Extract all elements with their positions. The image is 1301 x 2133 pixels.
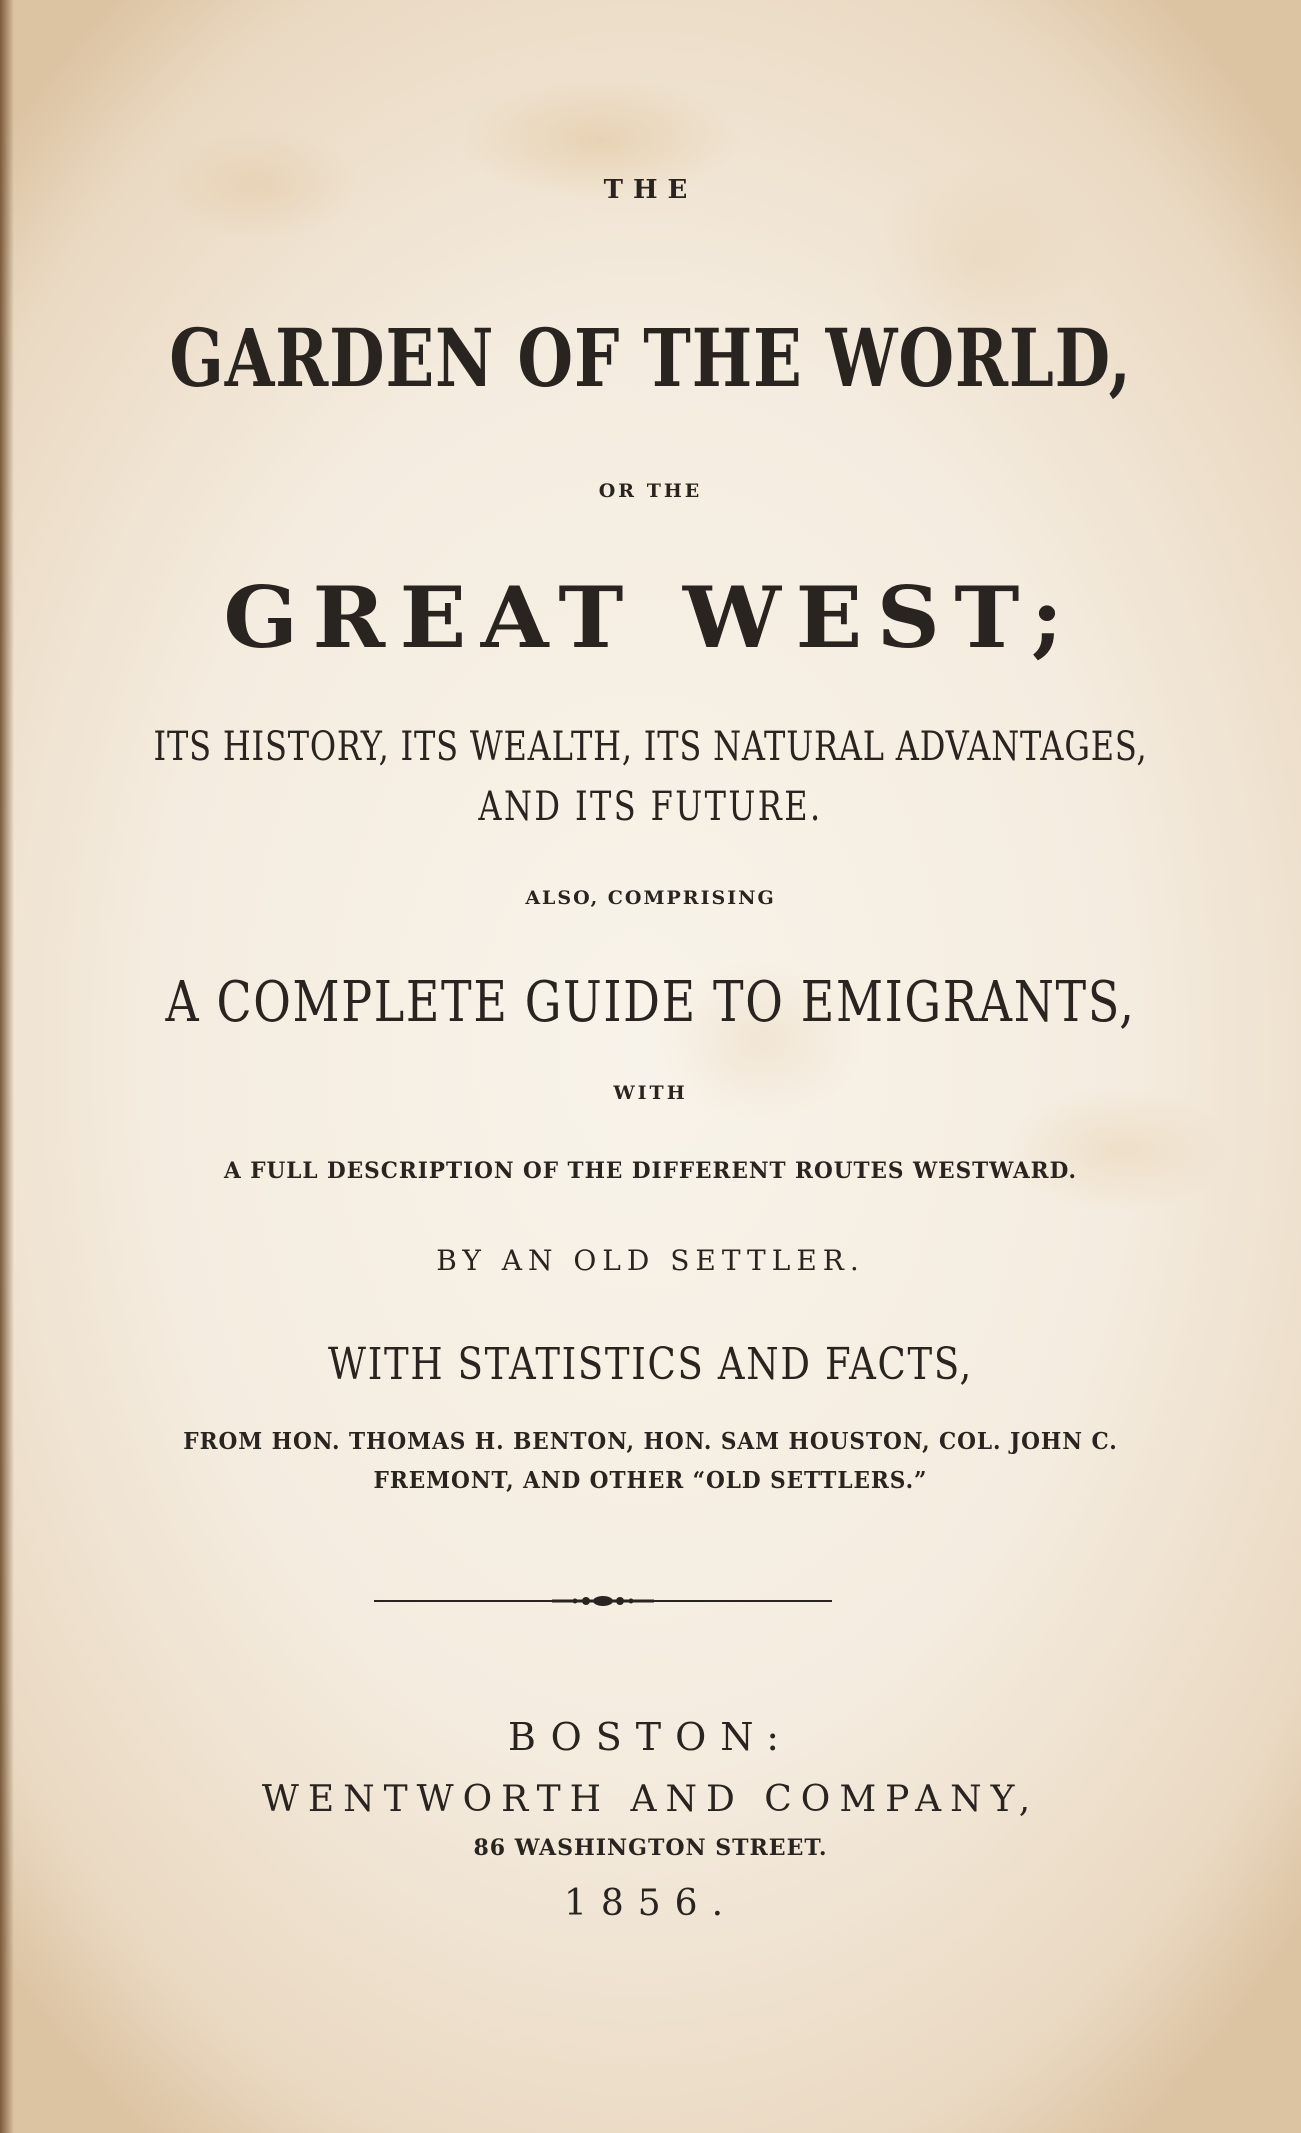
main-title: GARDEN OF THE WORLD, [169, 311, 1132, 405]
subtitle-line-2: AND ITS FUTURE. [478, 784, 823, 830]
sources-line-1: FROM HON. THOMAS H. BENTON, HON. SAM HOUSTON, COL. JOHN C. [183, 1428, 1118, 1455]
author-line: BY AN OLD SETTLER. [436, 1244, 865, 1277]
guide-title: A COMPLETE GUIDE TO EMIGRANTS, [165, 970, 1136, 1035]
imprint-city: BOSTON: [507, 1715, 793, 1759]
imprint-year: 1856. [563, 1883, 738, 1924]
imprint-address: 86 WASHINGTON STREET. [473, 1835, 828, 1861]
title-connector: OR THE [598, 480, 703, 502]
sources-line-2: FREMONT, AND OTHER “OLD SETTLERS.” [373, 1467, 928, 1494]
imprint-publisher: WENTWORTH AND COMPANY, [261, 1779, 1040, 1820]
statistics-line: WITH STATISTICS AND FACTS, [328, 1339, 973, 1390]
subtitle-line-1: ITS HISTORY, ITS WEALTH, ITS NATURAL ADVANTAGES, [153, 724, 1148, 770]
with-connector: WITH [613, 1082, 688, 1104]
also-comprising: ALSO, COMPRISING [525, 887, 776, 909]
secondary-title: GREAT WEST; [223, 568, 1078, 667]
routes-description: A FULL DESCRIPTION OF THE DIFFERENT ROUTES WESTWARD. [224, 1158, 1077, 1184]
title-article: THE [603, 175, 698, 205]
ornamental-rule-divider [372, 1589, 834, 1613]
